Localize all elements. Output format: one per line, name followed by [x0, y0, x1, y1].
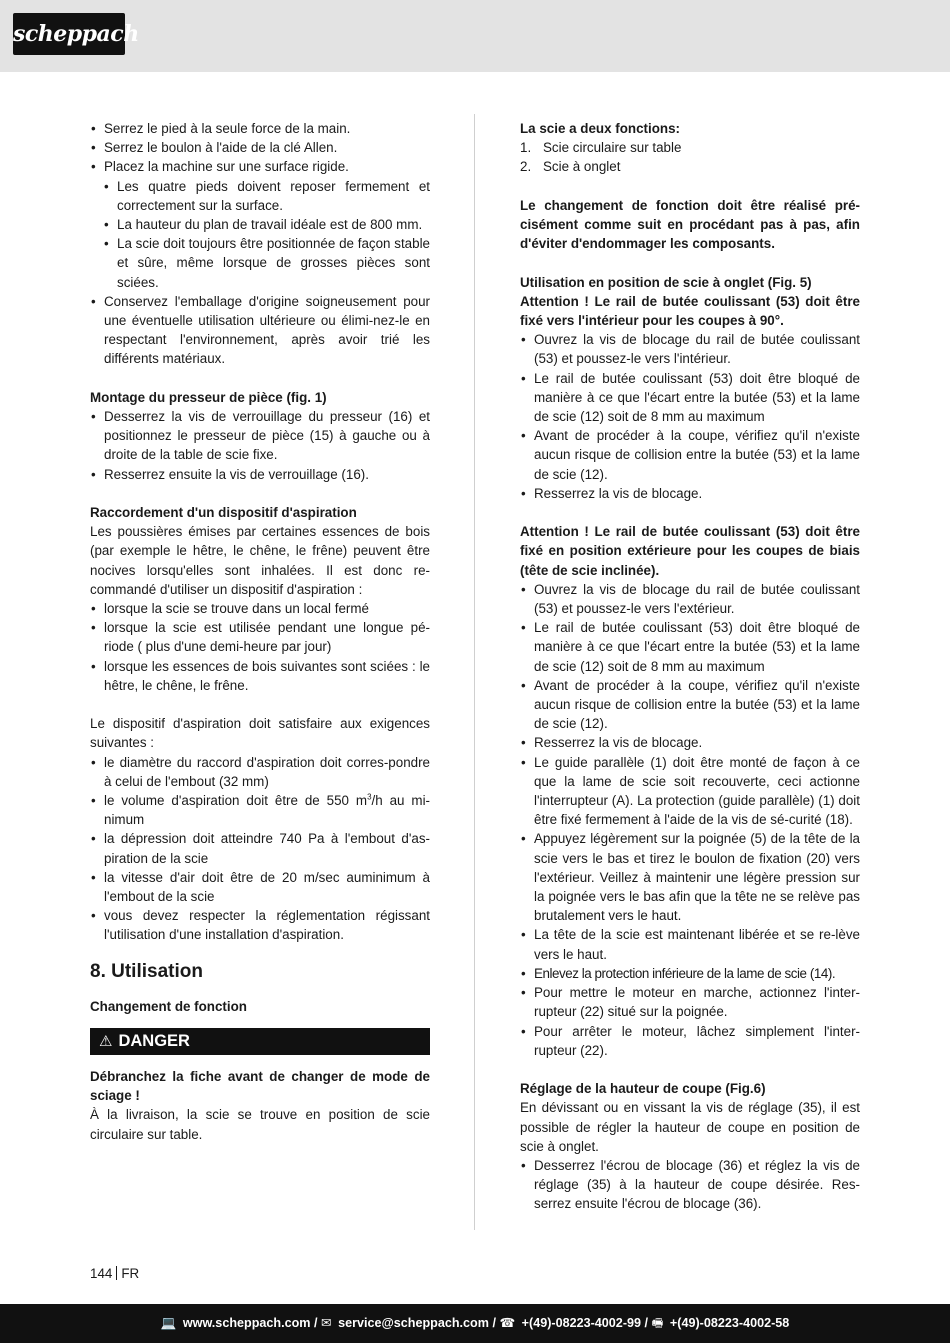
montage-list	[90, 407, 430, 484]
list-item: • Le rail de butée coulissant (53) doit être bloqué de manière à ce que l'écart entre la butée (53) et la lame de scie (12) soit de 8 mm au maximum	[520, 369, 860, 427]
height-heading: Réglage de la hauteur de coupe (Fig.6)	[520, 1081, 766, 1097]
page-footer	[0, 1304, 950, 1343]
danger-label: DANGER	[118, 1031, 190, 1050]
req-text: /h au mi-nimum	[104, 793, 430, 828]
functions-heading: La scie a deux fonctions:	[520, 121, 680, 136]
list-item: • Le guide parallèle (1) doit être monté de façon à ce que la lame de scie soit recouverte, ceci actionne l'interrupteur (A). La protection (guide parallèle) (1) doit être fixé fermement à l'aide de la vis de sé-curité (18).	[520, 753, 860, 830]
fax-icon: 🖷	[651, 1316, 664, 1330]
aspiration-heading: Raccordement d'un dispositif d'aspiration	[90, 505, 357, 521]
page-number-value: 144	[90, 1266, 113, 1281]
list-item: • la vitesse d'air doit être de 20 m/sec auminimum à l'embout de la scie	[90, 868, 430, 906]
list-item: • lorsque la scie est utilisée pendant une longue pé-riode ( plus d'une demi-heure par jour)	[90, 618, 430, 656]
height-list	[520, 1156, 860, 1214]
aspiration-text: Les poussières émises par certaines essences de bois (par exemple le hêtre, le chêne, le frêne) peuvent être nocives lorsqu'elles sont inhalées. Il est donc re-commandé d'utiliser un dispositif d'aspiration :	[90, 524, 430, 597]
inside-list	[520, 330, 860, 503]
footer-phone: +(49)-08223-4002-99 /	[521, 1316, 649, 1330]
item-number: 1.	[520, 140, 532, 156]
computer-icon: 💻	[160, 1316, 177, 1330]
miter-heading: Utilisation en position de scie à onglet (Fig. 5)	[520, 274, 812, 290]
packaging-list	[90, 292, 430, 369]
setup-sub-list	[90, 177, 430, 292]
aspiration-list	[90, 599, 430, 695]
warning-icon: ⚠	[99, 1032, 113, 1050]
list-item: • Resserrez la vis de blocage.	[520, 484, 860, 503]
list-item: • La tête de la scie est maintenant libérée et se re-lève vers le haut.	[520, 925, 860, 963]
requirements-text: Le dispositif d'aspiration doit satisfaire aux exigences suivantes :	[90, 716, 430, 751]
list-item: • Desserrez l'écrou de blocage (36) et réglez la vis de réglage (35) à la hauteur de coupe désirée. Res-serrez ensuite l'écrou de blocage (36).	[520, 1156, 860, 1214]
column-divider	[474, 114, 475, 1230]
list-item	[90, 791, 430, 829]
delivery-text: À la livraison, la scie se trouve en position de scie circulaire sur table.	[90, 1107, 430, 1142]
footer-fax: +(49)-08223-4002-58	[669, 1316, 790, 1330]
attention-outside: Attention ! Le rail de butée coulissant (53) doit être fixé en position extérieure pour les coupes de biais (tête de scie inclinée).	[520, 524, 860, 578]
list-item: • Pour mettre le moteur en marche, actionnez l'inter-rupteur (22) situé sur la poignée.	[520, 983, 860, 1021]
list-item: • Placez la machine sur une surface rigide.	[90, 157, 430, 176]
list-item: • Serrez le boulon à l'aide de la clé Allen.	[90, 138, 430, 157]
list-item: • Conservez l'emballage d'origine soigneusement pour une éventuelle utilisation ultérieure ou élimi-nez-le en respectant l'environnement, après avoir trié les différents matériaux.	[90, 292, 430, 369]
right-column	[520, 119, 860, 1214]
list-item: • Resserrez ensuite la vis de verrouillage (16).	[90, 465, 430, 484]
page-language: FR	[121, 1266, 140, 1281]
superscript: 3	[367, 792, 372, 802]
list-item: • lorsque les essences de bois suivantes sont sciées : le hêtre, le chêne, le frêne.	[90, 657, 430, 695]
section-title: 8. Utilisation	[90, 960, 203, 982]
list-item: • Les quatre pieds doivent reposer fermement et correctement sur la surface.	[103, 177, 430, 215]
list-item: • le diamètre du raccord d'aspiration doit corres-pondre à celui de l'embout (32 mm)	[90, 753, 430, 791]
footer-email[interactable]: service@scheppach.com /	[338, 1316, 496, 1330]
page-header	[0, 0, 950, 72]
scheppach-logo: scheppach	[13, 13, 125, 55]
attention-inside: Attention ! Le rail de butée coulissant (53) doit être fixé vers l'intérieur pour les coupes à 90°.	[520, 293, 860, 328]
mail-icon: ✉	[321, 1316, 332, 1330]
item-text: Scie circulaire sur table	[543, 140, 682, 156]
list-item: • La scie doit toujours être positionnée de façon stable et sûre, même lorsque de grosses pièces sont sciées.	[103, 234, 430, 292]
left-column	[90, 119, 430, 1144]
list-item: • lorsque la scie se trouve dans un local fermé	[90, 599, 430, 618]
footer-website[interactable]: www.scheppach.com /	[182, 1316, 318, 1330]
change-heading: Changement de fonction	[90, 998, 247, 1014]
item-number: 2.	[520, 159, 532, 175]
list-item: • Enlevez la protection inférieure de la lame de scie (14).	[520, 964, 860, 983]
list-item: • Avant de procéder à la coupe, vérifiez qu'il n'existe aucun risque de collision entre la butée (53) et la lame de scie (12).	[520, 426, 860, 484]
montage-heading: Montage du presseur de pièce (fig. 1)	[90, 389, 327, 405]
danger-banner	[90, 1028, 430, 1055]
list-item	[520, 157, 860, 176]
list-item: • Ouvrez la vis de blocage du rail de butée coulissant (53) et poussez-le vers l'extérieur.	[520, 580, 860, 618]
item-text: Scie à onglet	[543, 159, 621, 175]
list-item: • Resserrez la vis de blocage.	[520, 733, 860, 752]
change-warning: Le changement de fonction doit être réalisé pré-cisément comme suit en procédant pas à pas, afin d'éviter d'endommager les composants.	[520, 197, 860, 252]
unplug-warning: Débranchez la fiche avant de changer de mode de sciage !	[90, 1068, 430, 1104]
list-item: • Avant de procéder à la coupe, vérifiez qu'il n'existe aucun risque de collision entre la butée (53) et la lame de scie (12).	[520, 676, 860, 734]
setup-list	[90, 119, 430, 177]
list-item	[520, 138, 860, 157]
requirements-list	[90, 753, 430, 945]
list-item: • Ouvrez la vis de blocage du rail de butée coulissant (53) et poussez-le vers l'intérieur.	[520, 330, 860, 368]
list-item: • Appuyez légèrement sur la poignée (5) de la tête de la scie vers le bas et tirez le boulon de fixation (20) vers l'extérieur. Veillez à maintenir une légère pression sur la poignée vers le bas afin que la tête ne se relève pas brutalement vers le haut.	[520, 829, 860, 925]
list-item: • Pour arrêter le moteur, lâchez simplement l'inter-rupteur (22).	[520, 1022, 860, 1060]
req-text: le volume d'aspiration doit être de 550 m	[104, 793, 368, 809]
list-item: • La hauteur du plan de travail idéale est de 800 mm.	[103, 215, 430, 234]
functions-list	[520, 138, 860, 176]
list-item: • la dépression doit atteindre 740 Pa à l'embout d'as-piration de la scie	[90, 829, 430, 867]
list-item: • Serrez le pied à la seule force de la main.	[90, 119, 430, 138]
page-number	[90, 1265, 139, 1283]
list-item: • vous devez respecter la réglementation régissant l'utilisation d'une installation d'aspiration.	[90, 906, 430, 944]
list-item: • Desserrez la vis de verrouillage du presseur (16) et positionnez le presseur de pièce (15) à gauche ou à droite de la table de scie fixe.	[90, 407, 430, 465]
list-item: • Le rail de butée coulissant (53) doit être bloqué de manière à ce que l'écart entre la butée (53) et la lame de scie (12) soit de 8 mm au maximum	[520, 618, 860, 676]
outside-list	[520, 580, 860, 1060]
height-text: En dévissant ou en vissant la vis de réglage (35), il est possible de régler la hauteur de coupe en position de scie à onglet.	[520, 1100, 860, 1154]
phone-icon: ☎	[499, 1316, 516, 1330]
